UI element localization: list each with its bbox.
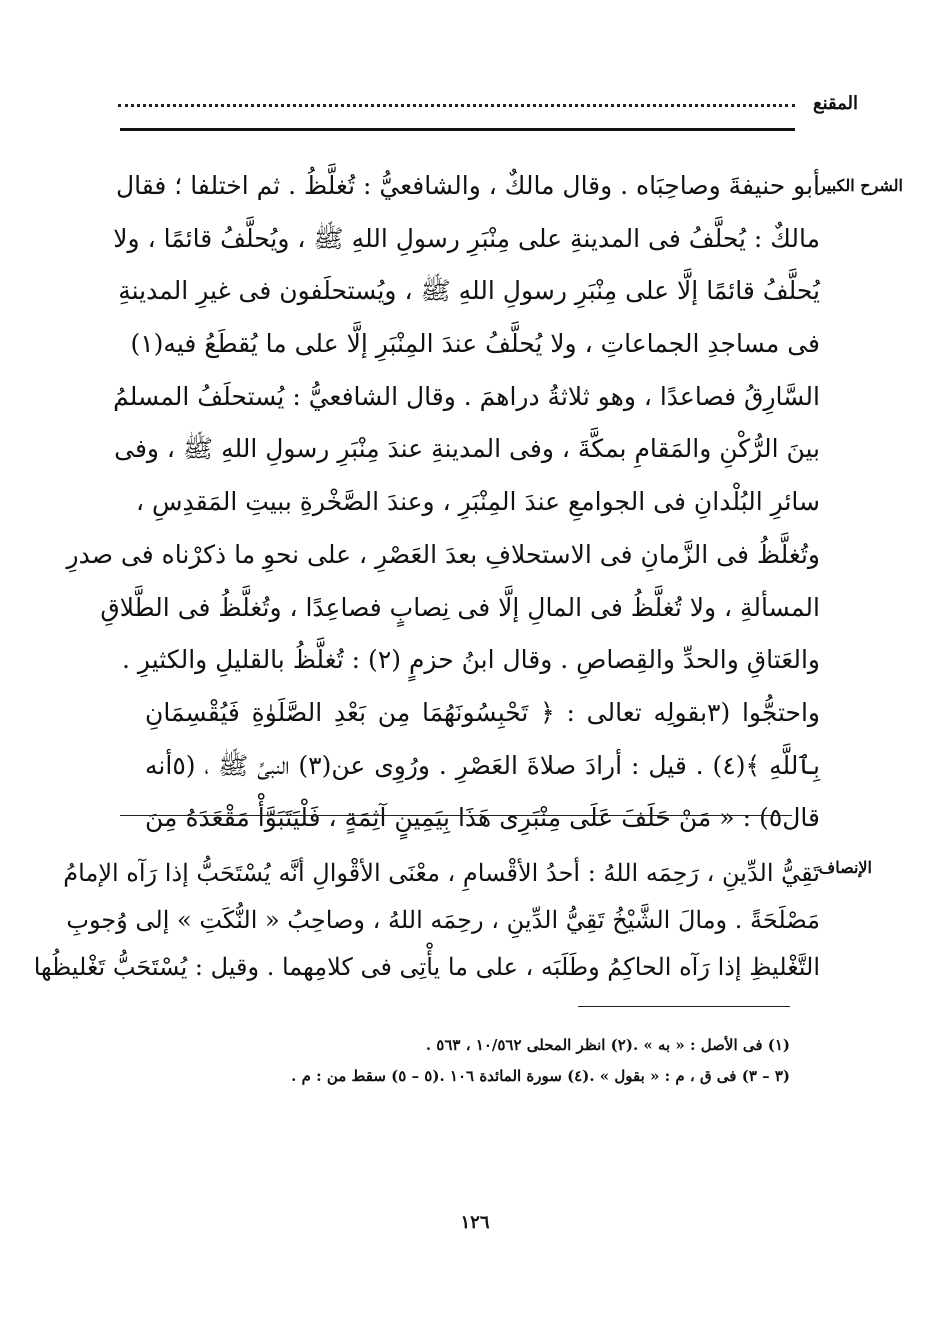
text-line: يُحلَّفُ قائمًا إلَّا على مِنْبَرِ رسولِ اللهِ ﷺ ، ويُستحلَفون فى غيرِ المدينةِ <box>118 276 820 306</box>
footnote: (٤) سورة المائدة ١٠٦ . <box>439 1066 590 1085</box>
text-line: مالكٌ : يُحلَّفُ فى المدينةِ على مِنْبَرِ رسولِ اللهِ ﷺ ، ويُحلَّفُ قائمًا ، ولا <box>113 223 820 253</box>
text-line: والعَتاقِ والحدِّ والقِصاصِ . وقال ابنُ حزمٍ (٢) : تُغلَّظُ بالقليلِ والكثيرِ . <box>122 645 820 675</box>
section-divider <box>120 815 792 816</box>
text-line: سائرِ البُلْدانِ فى الجوامعِ عندَ المِنْبَرِ ، وعندَ الصَّخْرةِ ببيتِ المَقدِسِ ، <box>135 487 820 517</box>
footnote: (٥ – ٥) سقط من : م . <box>291 1066 440 1085</box>
page-number: ١٢٦ <box>460 1212 490 1233</box>
text-line: السَّارِقُ فصاعدًا ، وهو ثلاثةُ دراهمَ . وقال الشافعيُّ : يُستحلَفُ المسلمُ <box>113 381 820 411</box>
footnotes <box>290 1030 790 1091</box>
text-line: وتُغلَّظُ فى الزَّمانِ فى الاستحلافِ بعدَ العَصْرِ ، على نحوِ ما ذكرْناه فى صدرِ <box>66 539 820 569</box>
text-line: أبو حنيفةَ وصاحِبَاه . وقال مالكٌ ، والشافعيُّ : تُغلَّظُ . ثم اختلفا ؛ فقال <box>115 171 820 200</box>
running-title: المقنع <box>812 92 858 114</box>
text-line: التَّغْليظِ إذا رَآه الحاكِمُ وطَلَبَه ، على ما يأْتِى فى كلامِهما . وقيل : يُسْتَحَبُّ تَغْليظُها <box>33 953 820 981</box>
running-header <box>118 88 858 118</box>
margin-label-sharh: الشرح الكبير <box>818 176 903 195</box>
footnote: (١) فى الأصل : « به » . <box>632 1036 790 1054</box>
text-line: قال٥) : « مَنْ حَلَفَ عَلَى مِنْبَرِى هَذَا بِيَمِينٍ آثِمَةٍ ، فَلْيَتَبَوَّأْ مَقْعَدَهُ مِنَ <box>145 803 820 833</box>
footnote-rule <box>578 1006 790 1007</box>
text-line: واحتجُّوا (٣بقولِه تعالى : ﴿ تَحْبِسُونَهُمَا مِن بَعْدِ الصَّلَوٰةِ فَيُقْسِمَانِ <box>145 697 820 727</box>
text-line: بينَ الرُّكْنِ والمَقامِ بمكَّةَ ، وفى المدينةِ عندَ مِنْبَرِ رسولِ اللهِ ﷺ ، وفى <box>114 434 820 464</box>
text-line: بِٱللَّهِ ﴾(٤) . قيل : أرادَ صلاةَ العَصْرِ . ورُوِى عن(٣) النبىِّ ﷺ ، (٥أنه <box>145 750 820 780</box>
text-line: مَصْلَحَةً . ومالَ الشَّيْخُ تَقِيُّ الدِّينِ ، رحِمَه اللهُ ، وصاحِبُ « النُّكَتِ » إلى وُجوبِ <box>66 906 820 934</box>
text-line: تَقِيُّ الدِّينِ ، رَحِمَه اللهُ : أحدُ الأقْسامِ ، معْنَى الأقْوالِ أنَّه يُسْتَحَبُّ إذا رَآه الإمامُ <box>63 859 820 887</box>
footnote: (٢) انظر المحلى ١٠/٥٦٢ ، ٥٦٣ . <box>425 1036 633 1054</box>
margin-label-insaf: الإنصاف <box>818 858 872 877</box>
header-dotted-leader <box>118 104 795 107</box>
text-line: المسألةِ ، ولا تُغلَّظُ فى المالِ إلَّا فى نِصابٍ فصاعِدًا ، وتُغلَّظُ فى الطَّلاقِ <box>100 592 820 622</box>
text-line: فى مساجدِ الجماعاتِ ، ولا يُحلَّفُ عندَ المِنْبَرِ إلَّا على ما يُقطَعُ فيه(١) <box>130 329 820 359</box>
insaf-text <box>33 850 820 991</box>
footnote: (٣ – ٣) فى ق ، م : « بقول » . <box>589 1066 790 1085</box>
header-rule <box>120 128 795 131</box>
main-commentary-text <box>66 160 820 845</box>
